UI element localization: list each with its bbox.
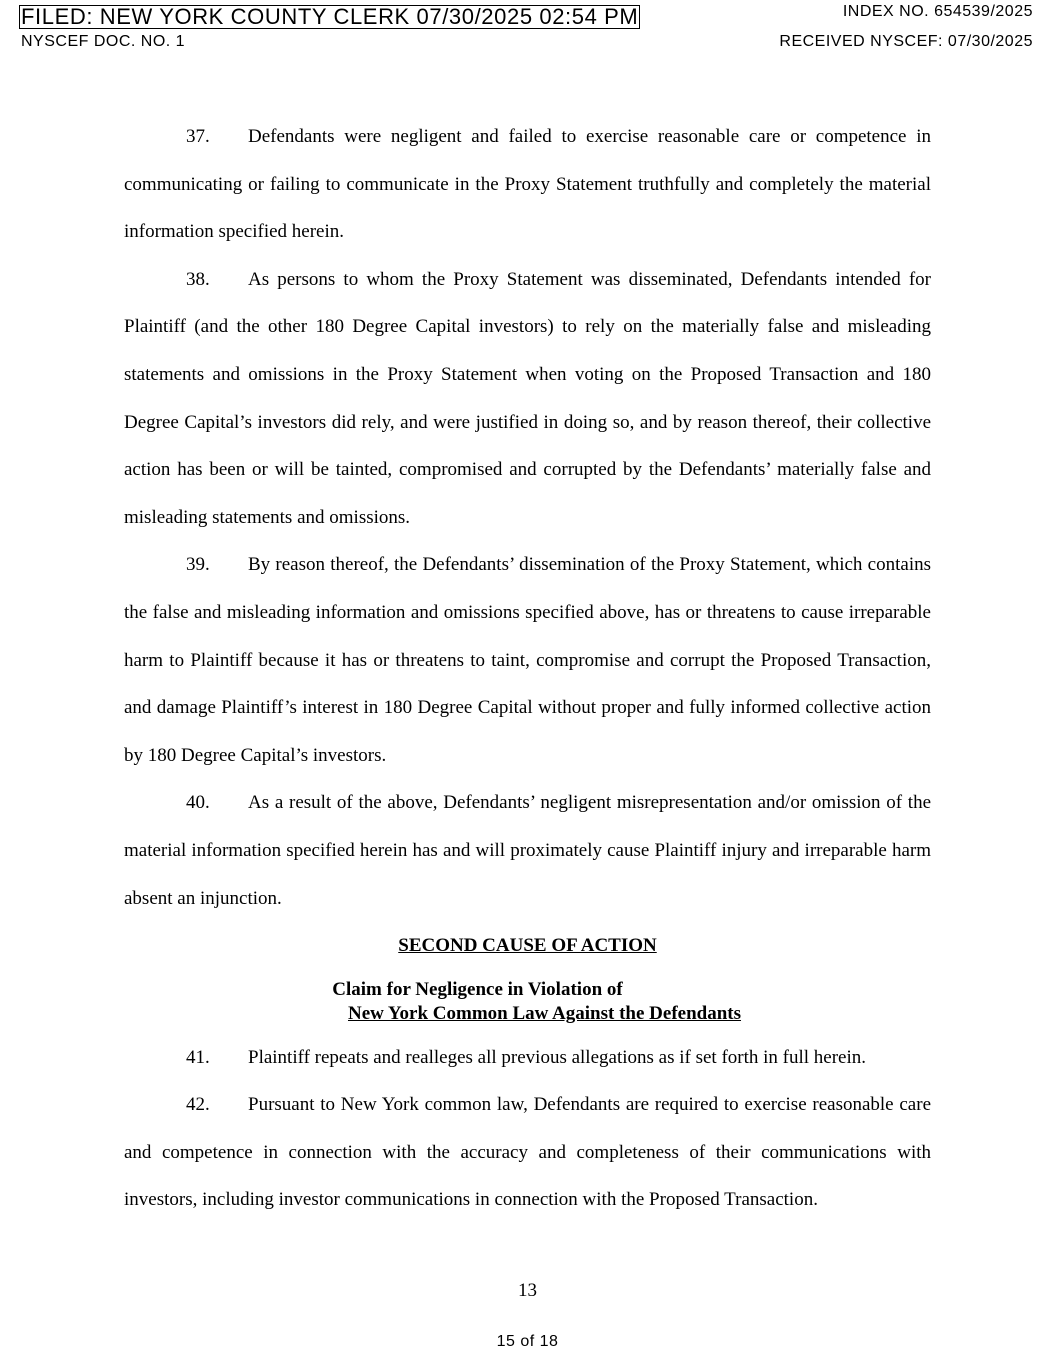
paragraph-42	[124, 1081, 931, 1224]
paragraph-text: By reason thereof, the Defendants’ dissemination of the Proxy Statement, which contains the false and misleading information and omissions specified above, has or threatens to cause irreparable harm to Plaintiff because it has or threatens to taint, compromise and corrupt the Proposed Transaction, and damage Plaintiff’s interest in 180 Degree Capital without proper and fully informed collective action by 180 Degree Capital’s investors.	[124, 554, 931, 766]
claim-title-line-1: Claim for Negligence in Violation of	[332, 978, 623, 1000]
paragraph-number: 39.	[186, 554, 210, 576]
page-of-total: 15 of 18	[496, 1333, 559, 1350]
section-heading: SECOND CAUSE OF ACTION	[398, 935, 657, 957]
paragraph-39	[124, 541, 931, 779]
claim-title	[124, 978, 931, 1026]
paragraph-number: 37.	[186, 126, 210, 147]
paragraph-text: As persons to whom the Proxy Statement was disseminated, Defendants intended for Plaintiff (and the other 180 Degree Capital investors) to rely on the materially false and misleading statements and omissions in the Proxy Statement when voting on the Proposed Transaction and 180 Degree Capital’s investors did rely, and were justified in doing so, and by reason thereof, their collective action has been or will be tainted, compromised and corrupted by the Defendants’ materially false and misleading statements and omissions.	[124, 268, 931, 528]
document-body	[124, 113, 931, 1224]
paragraph-text: Plaintiff repeats and realleges all previous allegations as if set forth in full herein.	[248, 1046, 867, 1068]
paragraph-38	[124, 256, 931, 542]
paragraph-number: 40.	[186, 792, 210, 814]
paragraph-37	[124, 113, 931, 256]
paragraph-number: 42.	[186, 1094, 210, 1116]
filed-stamp: FILED: NEW YORK COUNTY CLERK 07/30/2025 02:54 PM	[21, 4, 639, 29]
paragraph-40	[124, 779, 931, 922]
received-date: RECEIVED NYSCEF: 07/30/2025	[779, 33, 1033, 50]
index-number: INDEX NO. 654539/2025	[842, 3, 1033, 20]
paragraph-text: Defendants were negligent and failed to exercise reasonable care or competence in communicating or failing to communicate in the Proxy Statement truthfully and completely the material information specified herein.	[124, 126, 931, 243]
paragraph-41	[124, 1034, 931, 1082]
paragraph-text: Pursuant to New York common law, Defendants are required to exercise reasonable care and competence in connection with the accuracy and completeness of their communications with investors, including investor communications in connection with the Proposed Transaction.	[124, 1094, 931, 1211]
paragraph-text: As a result of the above, Defendants’ negligent misrepresentation and/or omission of the material information specified herein has and will proximately cause Plaintiff injury and irreparable harm absent an injunction.	[124, 792, 931, 909]
claim-title-line-2: New York Common Law Against the Defendants	[347, 1002, 742, 1024]
page-number: 13	[518, 1280, 537, 1301]
paragraph-number: 38.	[186, 268, 210, 290]
paragraph-number: 41.	[186, 1046, 210, 1068]
nyscef-doc-number: NYSCEF DOC. NO. 1	[21, 33, 186, 50]
